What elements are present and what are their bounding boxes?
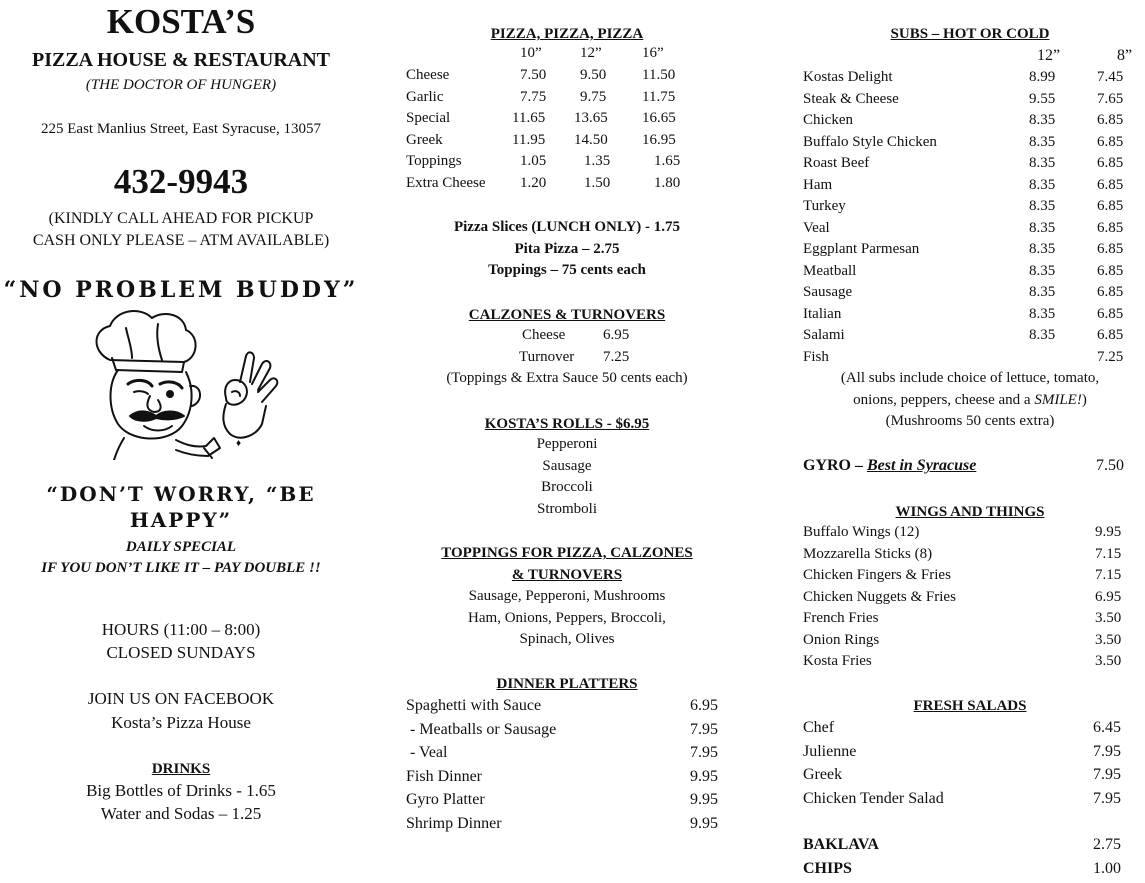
wings-item: Kosta Fries 3.50	[803, 653, 1122, 669]
pizza-slices: Pizza Slices (LUNCH ONLY) - 1.75	[453, 219, 681, 235]
gyro-line: GYRO – Best in Syracuse 7.50	[803, 455, 1137, 477]
sub-item: Steak & Cheese 9.55 7.65	[803, 90, 1124, 107]
toppings-each: Toppings – 75 cents each	[488, 262, 646, 278]
calzone-item: Cheese 6.95	[522, 327, 630, 343]
pizza-heading: PIZZA, PIZZA, PIZZA	[490, 26, 644, 42]
sub-item: Italian 8.35 6.85	[803, 305, 1124, 322]
wings-list	[803, 522, 1137, 673]
dinner-list	[406, 694, 728, 835]
sub-item: Meatball 8.35 6.85	[803, 262, 1124, 279]
calzone-item: Turnover 7.25	[519, 348, 630, 365]
address: 225 East Manlius Street, East Syracuse, 13057	[41, 121, 321, 137]
pizza-price-table	[406, 65, 728, 194]
roll-item: Pepperoni	[536, 436, 598, 452]
pizza-size-header	[406, 43, 728, 65]
extra-item: BAKLAVA 2.75	[803, 836, 1121, 853]
wings-item: Onion Rings 3.50	[803, 631, 1122, 648]
pizza-row: Cheese 7.50 9.50 11.50	[406, 67, 676, 83]
wings-item: Chicken Nuggets & Fries 6.95	[803, 588, 1122, 605]
salad-item: Julienne 7.95	[803, 742, 1121, 760]
salad-item: Chef 6.45	[803, 719, 1121, 736]
pizza-row: Extra Cheese 1.20 1.50 1.80	[406, 174, 681, 191]
salads-list	[803, 716, 1137, 810]
size-label: 8”	[1117, 47, 1133, 64]
roll-item: Stromboli	[536, 500, 597, 517]
sub-item: Sausage 8.35 6.85	[803, 284, 1124, 300]
subs-note-line: (All subs include choice of lettuce, tomato,	[840, 370, 1100, 386]
calzone-note: (Toppings & Extra Sauce 50 cents each)	[446, 370, 688, 386]
restaurant-subtitle: PIZZA HOUSE & RESTAURANT	[31, 49, 331, 71]
pickup-note-line-1: (KINDLY CALL AHEAD FOR PICKUP	[48, 210, 314, 227]
dinner-heading: DINNER PLATTERS	[496, 676, 638, 692]
subs-size-header	[803, 45, 1137, 67]
sub-item: Kostas Delight 8.99 7.45	[803, 69, 1124, 85]
wings-item: French Fries 3.50	[803, 610, 1122, 626]
toppings-line: Spinach, Olives	[519, 631, 615, 647]
salad-item: Chicken Tender Salad 7.95	[803, 789, 1121, 807]
pickup-note-line-2: CASH ONLY PLEASE – ATM AVAILABLE)	[32, 232, 330, 249]
dinner-item: - Meatballs or Sausage 7.95	[406, 720, 718, 738]
toppings-heading-line-1: TOPPINGS FOR PIZZA, CALZONES	[441, 545, 693, 561]
hours: HOURS (11:00 – 8:00)	[101, 620, 261, 639]
dinner-item: Gyro Platter 9.95	[406, 791, 718, 808]
pizza-row: Special 11.65 13.65 16.65	[406, 110, 676, 126]
wings-item: Buffalo Wings (12) 9.95	[803, 524, 1122, 540]
size-label: 16”	[642, 45, 664, 61]
rolls-list	[406, 434, 728, 520]
wings-heading: WINGS AND THINGS	[895, 504, 1045, 520]
dinner-item: Spaghetti with Sauce 6.95	[406, 697, 718, 714]
phone-number: 432-9943	[113, 162, 249, 201]
pizza-row: Greek 11.95 14.50 16.95	[406, 131, 676, 148]
drink-item: Water and Sodas – 1.25	[100, 804, 262, 823]
wings-item: Mozzarella Sticks (8) 7.15	[803, 545, 1122, 562]
extras-list	[803, 833, 1137, 881]
smile-text: SMILE!	[1034, 391, 1082, 408]
calzone-list	[519, 325, 669, 368]
size-label: 12”	[1037, 47, 1061, 64]
pizza-row: Toppings 1.05 1.35 1.65	[406, 153, 681, 169]
subs-heading: SUBS – HOT OR COLD	[890, 26, 1050, 42]
roll-item: Sausage	[542, 457, 592, 474]
toppings-heading	[406, 543, 728, 586]
sub-item: Fish 7.25	[803, 348, 1124, 365]
sub-item: Ham 8.35 6.85	[803, 176, 1124, 193]
sub-item: Roast Beef 8.35 6.85	[803, 155, 1124, 171]
quote-be-happy: “DON’T WORRY, “BE HAPPY”	[46, 482, 316, 532]
dinner-item: - Veal 7.95	[406, 744, 718, 761]
svg-text:♦: ♦	[236, 438, 242, 449]
gyro-best: Best in Syracuse	[867, 457, 977, 474]
roll-item: Broccoli	[541, 479, 593, 495]
size-label: 12”	[580, 45, 602, 61]
extra-item: CHIPS 1.00	[803, 860, 1121, 877]
sub-item: Veal 8.35 6.85	[803, 219, 1124, 236]
pizza-row: Garlic 7.75 9.75 11.75	[406, 88, 676, 105]
wings-item: Chicken Fingers & Fries 7.15	[803, 567, 1122, 583]
dinner-item: Fish Dinner 9.95	[406, 767, 718, 785]
restaurant-name: KOSTA’S	[106, 2, 256, 41]
gyro-price: 7.50	[1096, 457, 1124, 474]
drink-item: Big Bottles of Drinks - 1.65	[86, 781, 276, 800]
drinks-heading: DRINKS	[151, 761, 211, 777]
subs-list	[803, 67, 1137, 368]
toppings-line: Sausage, Pepperoni, Mushrooms	[468, 588, 666, 604]
pizza-extras	[406, 217, 728, 282]
sub-item: Buffalo Style Chicken 8.35 6.85	[803, 133, 1124, 150]
toppings-line: Ham, Onions, Peppers, Broccoli,	[468, 609, 666, 626]
gyro-label: GYRO	[803, 457, 851, 474]
toppings-heading-line-2: & TURNOVERS	[511, 566, 623, 583]
sub-item: Salami 8.35 6.85	[803, 327, 1124, 343]
toppings-list	[406, 586, 728, 651]
tagline: (THE DOCTOR OF HUNGER)	[85, 77, 277, 93]
chef-illustration	[0, 308, 362, 458]
quote-no-problem: “NO PROBLEM BUDDY”	[3, 277, 359, 303]
subs-note-line: onions, peppers, cheese and a SMILE!)	[853, 391, 1087, 408]
pita-pizza: Pita Pizza – 2.75	[514, 240, 620, 257]
dinner-item: Shrimp Dinner 9.95	[406, 814, 718, 832]
daily-special: DAILY SPECIAL	[125, 539, 237, 555]
size-label: 10”	[520, 45, 542, 61]
rolls-heading: KOSTA’S ROLLS - $6.95	[484, 416, 650, 432]
salad-item: Greek 7.95	[803, 766, 1121, 783]
calzones-heading: CALZONES & TURNOVERS	[468, 307, 666, 323]
sub-item: Chicken 8.35 6.85	[803, 112, 1124, 128]
salads-heading: FRESH SALADS	[913, 698, 1027, 714]
subs-note-line: (Mushrooms 50 cents extra)	[885, 413, 1055, 429]
sub-item: Turkey 8.35 6.85	[803, 198, 1124, 214]
closed-days: CLOSED SUNDAYS	[106, 643, 256, 662]
pay-double-note: IF YOU DON’T LIKE IT – PAY DOUBLE !!	[41, 560, 321, 576]
subs-note	[803, 368, 1137, 433]
sub-item: Eggplant Parmesan 8.35 6.85	[803, 241, 1124, 257]
facebook-line-1: JOIN US ON FACEBOOK	[87, 689, 275, 708]
facebook-line-2: Kosta’s Pizza House	[111, 713, 251, 732]
